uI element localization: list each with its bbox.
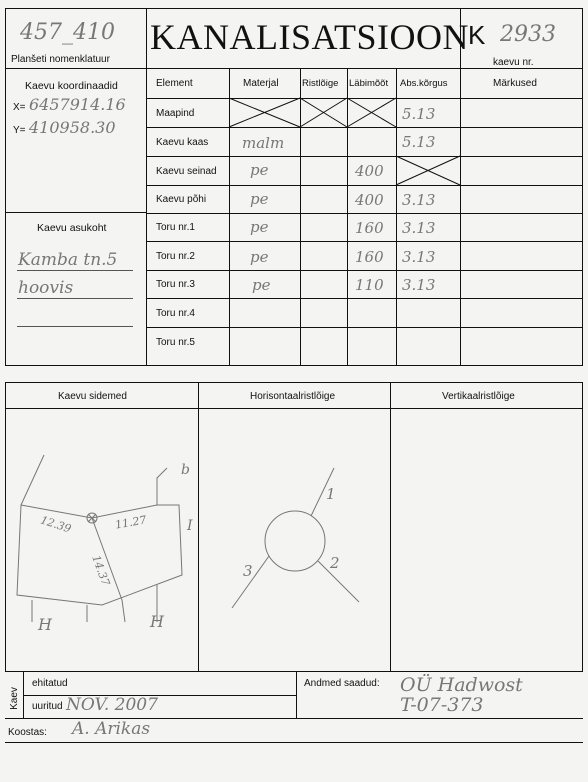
- row-label: Kaevu seinad: [156, 166, 217, 177]
- data-source-value-2: T-07-373: [400, 694, 484, 716]
- cell-material: pe: [250, 218, 269, 236]
- well-number: 2933: [500, 22, 556, 47]
- location-rule1: [17, 270, 133, 271]
- kaev-label: Kaev: [8, 687, 20, 710]
- cell-material: malm: [242, 134, 285, 152]
- ties-label: Kaevu sidemed: [58, 391, 127, 402]
- nomenclature-label: Planšeti nomenklatuur: [11, 54, 110, 65]
- x-value: 6457914.16: [29, 95, 126, 114]
- location-line1: Kamba tn.5: [18, 250, 118, 270]
- row-label: Toru nr.4: [156, 308, 195, 319]
- col-header-material: Materjal: [243, 78, 279, 89]
- diagram-header-divider: [5, 408, 583, 409]
- built-label: ehitatud: [32, 678, 68, 689]
- table-rule: [146, 241, 583, 242]
- row-label: Toru nr.3: [156, 279, 195, 290]
- page-title: KANALISATSIOON: [150, 17, 469, 57]
- y-value: 410958.30: [29, 118, 116, 137]
- cell-diameter: 110: [355, 276, 384, 294]
- footer-mid-divider: [296, 672, 297, 718]
- tie-mark-i: I: [187, 518, 193, 534]
- row-label: Kaevu põhi: [156, 194, 207, 205]
- row-label: Kaevu kaas: [156, 137, 209, 148]
- tie-distance-1: 12.39: [38, 513, 73, 536]
- tie-distance-3: 14.37: [89, 553, 113, 588]
- author-value: A. Arikas: [72, 719, 151, 739]
- tie-mark-b: b: [181, 462, 190, 478]
- cell-abs-height: 5.13: [402, 105, 436, 123]
- horizontal-section-sketch: [199, 410, 389, 670]
- nomenclature-value: 457_410: [20, 20, 115, 45]
- cell-diameter: 160: [355, 219, 384, 237]
- table-rule: [146, 298, 583, 299]
- col-header-element: Element: [156, 78, 193, 89]
- cell-abs-height: 3.13: [402, 248, 436, 266]
- cell-abs-height: 5.13: [402, 133, 436, 151]
- diagram-divider-2: [390, 382, 391, 672]
- tie-mark-h-left: H: [38, 615, 52, 634]
- tie-mark-h-right: H: [150, 612, 164, 631]
- cell-diameter: 400: [355, 162, 384, 180]
- table-rule: [146, 327, 583, 328]
- table-rule: [146, 213, 583, 214]
- pipe-label-3: 3: [243, 562, 253, 580]
- row-label: Toru nr.2: [156, 251, 195, 262]
- cell-diameter: 400: [355, 191, 384, 209]
- col-header-diameter: Läbimõõt: [349, 78, 389, 89]
- surveyed-label: uuritud: [32, 701, 63, 712]
- location-label: Kaevu asukoht: [37, 222, 107, 234]
- author-rule: [5, 742, 583, 743]
- y-prefix: Y=: [13, 125, 26, 136]
- well-number-label: kaevu nr.: [493, 57, 534, 68]
- data-source-value-1: OÜ Hadwost: [400, 674, 523, 696]
- location-rule2: [17, 298, 133, 299]
- cell-abs-height: 3.13: [402, 191, 436, 209]
- row-label: Toru nr.1: [156, 222, 195, 233]
- row-label: Toru nr.5: [156, 337, 195, 348]
- cell-material: pe: [250, 161, 269, 179]
- row-label: Maapind: [156, 108, 195, 119]
- location-line2: hoovis: [18, 278, 74, 298]
- col-header-cross-section: Ristlõige: [302, 78, 339, 89]
- col-header-abs-height: Abs.kõrgus: [400, 78, 448, 89]
- cell-material: pe: [252, 276, 271, 294]
- location-divider: [5, 212, 146, 213]
- vertical-section-label: Vertikaalristlõige: [442, 391, 515, 402]
- cell-material: pe: [250, 190, 269, 208]
- horizontal-section-label: Horisontaalristlõige: [250, 391, 336, 402]
- data-source-label: Andmed saadud:: [304, 678, 380, 689]
- crossed-cells: [0, 0, 588, 200]
- pipe-label-1: 1: [326, 485, 336, 503]
- type-letter: K: [468, 20, 486, 50]
- col-header-notes: Märkused: [493, 78, 537, 89]
- tie-distance-2: 11.27: [114, 513, 148, 532]
- coords-label: Kaevu koordinaadid: [25, 80, 118, 92]
- cell-material: pe: [250, 248, 269, 266]
- footer-built-rule: [23, 695, 296, 696]
- ties-sketch: [7, 410, 197, 670]
- table-rule: [146, 270, 583, 271]
- surveyed-value: NOV. 2007: [66, 695, 158, 715]
- location-rule3: [17, 326, 133, 327]
- cell-abs-height: 3.13: [402, 276, 436, 294]
- cell-abs-height: 3.13: [402, 219, 436, 237]
- pipe-label-2: 2: [330, 554, 340, 572]
- cell-diameter: 160: [355, 248, 384, 266]
- x-prefix: X=: [13, 102, 26, 113]
- author-label: Koostas:: [8, 727, 47, 738]
